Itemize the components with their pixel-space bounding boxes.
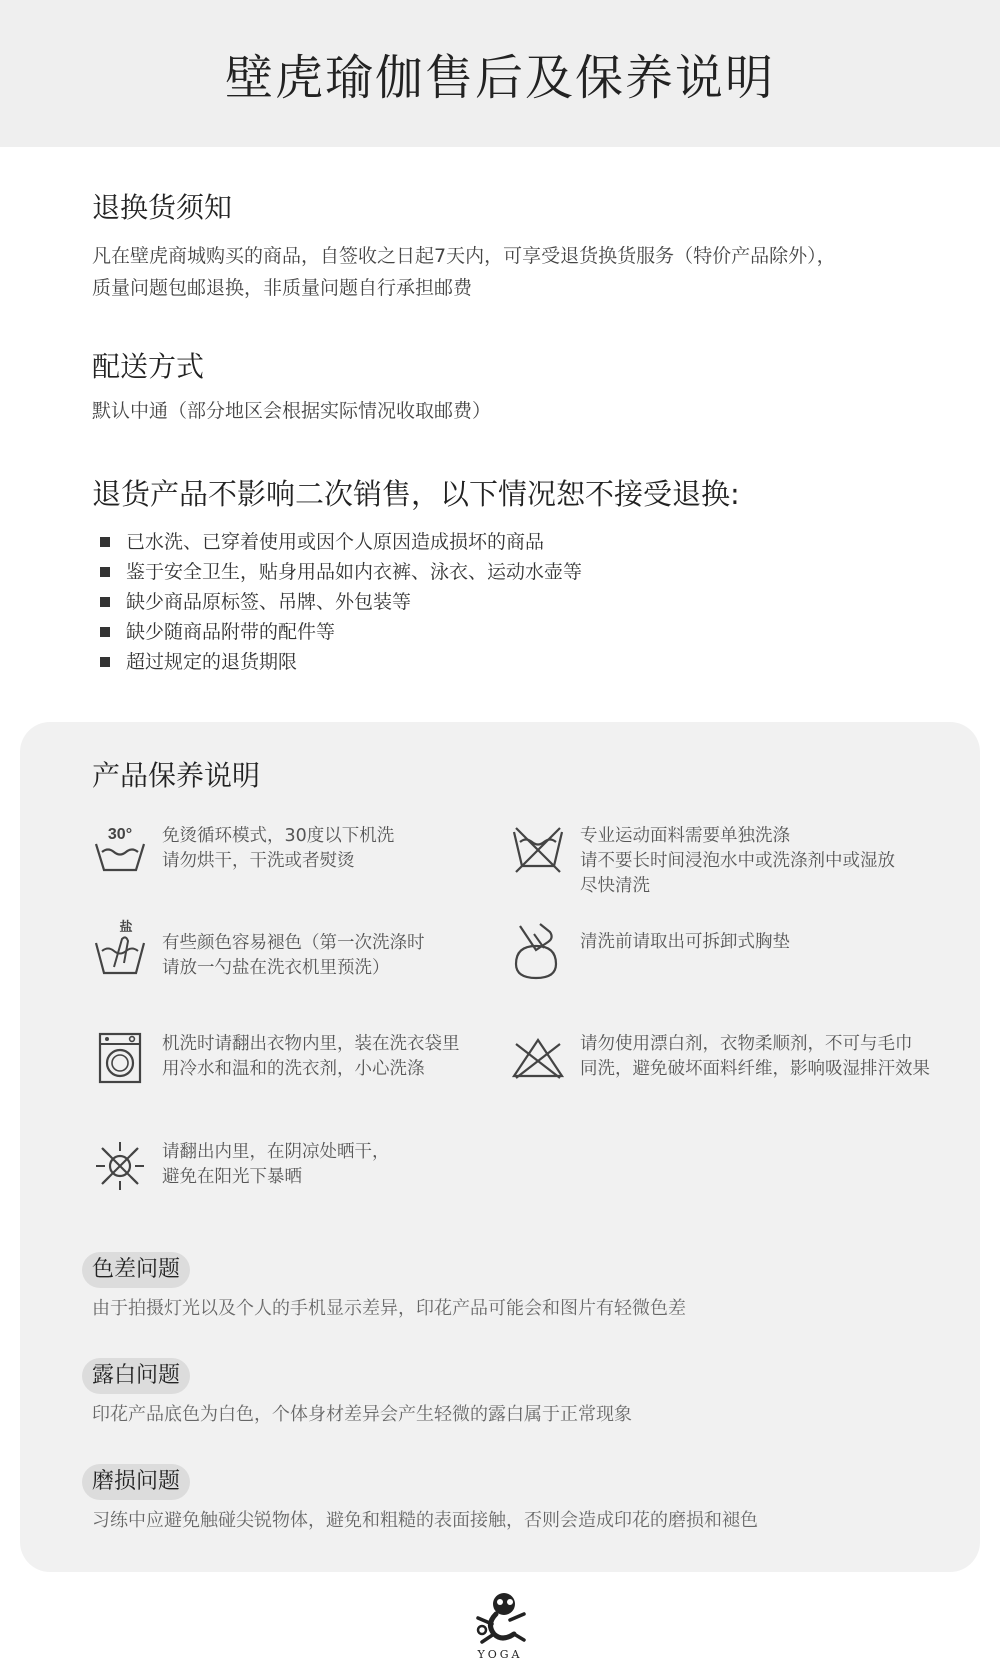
bullet-square-icon — [100, 627, 110, 637]
care-text-line: 避免在阳光下暴晒 — [162, 1167, 302, 1187]
note-text: 由于拍摄灯光以及个人的手机显示差异，印花产品可能会和图片有轻微色差 — [92, 1298, 686, 1319]
return-policy-heading: 退换货须知 — [92, 191, 233, 224]
return-policy-section — [92, 186, 952, 304]
care-item-no-bleach — [510, 1030, 930, 1086]
care-panel — [20, 722, 980, 1572]
care-item-wash — [92, 822, 394, 878]
care-text-line: 尽快清洗 — [580, 876, 650, 896]
no-return-heading: 退货产品不影响二次销售，以下情况恕不接受退换: — [92, 477, 740, 511]
remove-pad-icon — [510, 920, 566, 976]
delivery-section — [92, 345, 952, 427]
list-item: 缺少随商品附带的配件等 — [92, 617, 952, 647]
salt-wash-icon — [92, 917, 148, 973]
note-show-white — [82, 1358, 942, 1428]
care-text-line: 专业运动面料需要单独洗涤 — [580, 826, 790, 846]
care-text-line: 请勿使用漂白剂，衣物柔顺剂，不可与毛巾 — [580, 1034, 913, 1054]
no-return-section — [92, 472, 952, 677]
list-item: 已水洗、已穿着使用或因个人原因造成损坏的商品 — [92, 527, 952, 557]
care-text-line: 请放一勺盐在洗衣机里预洗） — [162, 958, 390, 978]
care-item-no-soak — [510, 822, 895, 899]
svg-text:YOGA: YOGA — [477, 1648, 523, 1661]
care-text-line: 清洗前请取出可拆卸式胸垫 — [580, 932, 790, 952]
note-color-difference — [82, 1252, 942, 1322]
care-text-line: 请翻出内里，在阴凉处晒干， — [162, 1142, 390, 1162]
return-policy-line-2: 质量问题包邮退换，非质量问题自行承担邮费 — [92, 277, 473, 299]
wash-30-degree-icon — [92, 822, 148, 878]
svg-text:30°: 30° — [107, 826, 133, 843]
bullet-square-icon — [100, 657, 110, 667]
bullet-square-icon — [100, 537, 110, 547]
care-text-line: 请勿烘干，干洗或者熨烫 — [162, 851, 355, 871]
no-bleach-icon — [510, 1030, 566, 1086]
page-title: 壁虎瑜伽售后及保养说明 — [224, 50, 775, 106]
note-text: 印花产品底色为白色，个体身材差异会产生轻微的露白属于正常现象 — [92, 1404, 632, 1425]
svg-text:盐: 盐 — [119, 920, 133, 935]
bullet-square-icon — [100, 567, 110, 577]
list-item: 鉴于安全卫生，贴身用品如内衣裤、泳衣、运动水壶等 — [92, 557, 952, 587]
page-header — [0, 0, 1000, 147]
no-return-list — [92, 527, 952, 677]
note-title: 色差问题 — [82, 1252, 190, 1288]
note-text: 习练中应避免触碰尖锐物体，避免和粗糙的表面接触，否则会造成印花的磨损和褪色 — [92, 1510, 758, 1531]
no-soak-icon — [510, 822, 566, 878]
care-text-line: 免烫循环模式，30度以下机洗 — [162, 826, 395, 846]
delivery-text: 默认中通（部分地区会根据实际情况收取邮费） — [92, 400, 492, 422]
bullet-square-icon — [100, 597, 110, 607]
care-item-machine — [92, 1030, 460, 1086]
care-text-line: 机洗时请翻出衣物内里，装在洗衣袋里 — [162, 1034, 460, 1054]
no-sun-icon — [92, 1138, 148, 1194]
care-text-line: 用冷水和温和的洗衣剂，小心洗涤 — [162, 1059, 425, 1079]
care-text-line: 请不要长时间浸泡水中或洗涤剂中或湿放 — [580, 851, 895, 871]
note-abrasion — [82, 1464, 942, 1534]
care-text-line: 有些颜色容易褪色（第一次洗涤时 — [162, 933, 425, 953]
washing-machine-icon — [92, 1030, 148, 1086]
care-item-no-sun — [92, 1138, 390, 1194]
note-title: 露白问题 — [82, 1358, 190, 1394]
yoga-gecko-logo — [466, 1590, 534, 1662]
care-item-salt — [92, 917, 425, 981]
list-item: 超过规定的退货期限 — [92, 647, 952, 677]
return-policy-line-1: 凡在壁虎商城购买的商品，自签收之日起7天内，可享受退货换货服务（特价产品除外）， — [92, 245, 836, 267]
note-title: 磨损问题 — [82, 1464, 190, 1500]
delivery-heading: 配送方式 — [92, 350, 205, 383]
care-text-line: 同洗，避免破坏面料纤维，影响吸湿排汗效果 — [580, 1059, 930, 1079]
care-heading: 产品保养说明 — [92, 759, 261, 792]
list-item: 缺少商品原标签、吊牌、外包装等 — [92, 587, 952, 617]
care-item-remove-pad — [510, 920, 790, 976]
